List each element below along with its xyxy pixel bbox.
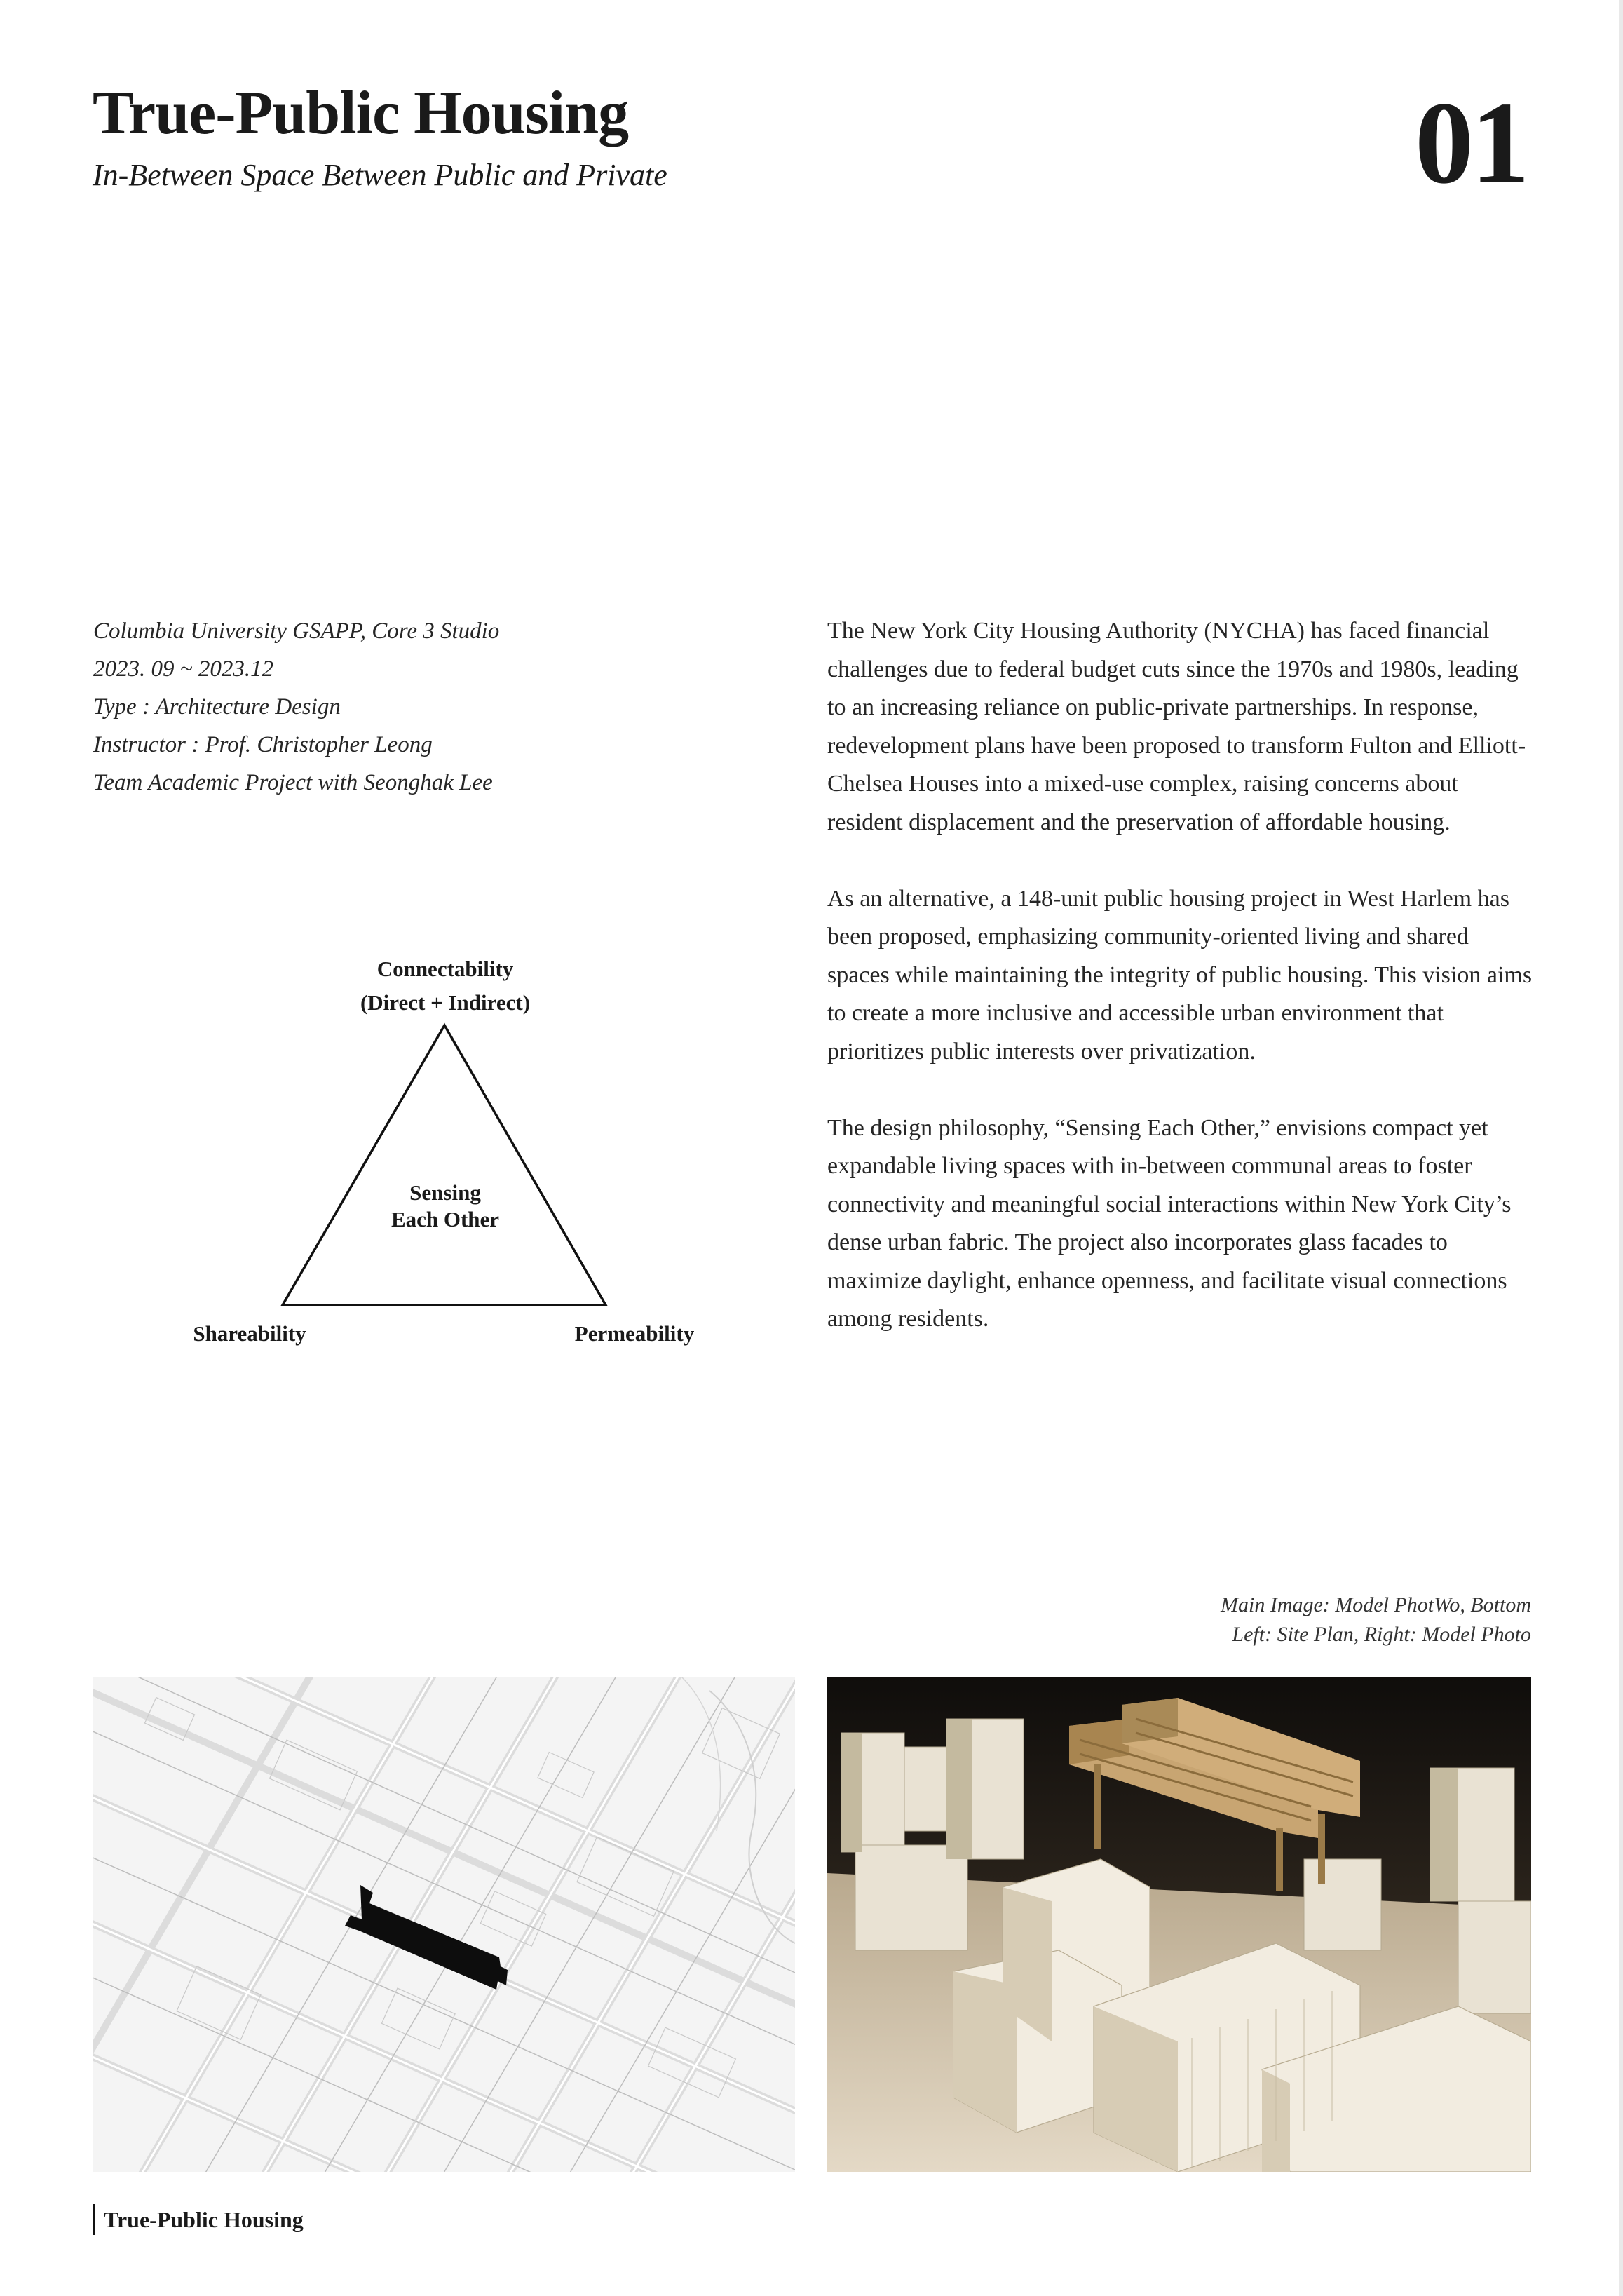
project-info-instructor: Instructor : Prof. Christopher Leong: [93, 732, 433, 757]
model-photo-image: [827, 1677, 1531, 2172]
description-paragraph-2: As an alternative, a 148-unit public housing project in West Harlem has been proposed, emphasizing community-oriented living and shared spaces while maintaining the integrity of public housing. This vision aims to create a more inclusive and accessible urban environment that prioritizes public interests over privatization.: [827, 885, 1533, 1065]
diagram-center-label: [330, 1180, 561, 1233]
site-plan-image: [93, 1677, 795, 2172]
diagram-center-label-line1: Sensing: [409, 1180, 481, 1205]
diagram-center-label-line2: Each Other: [391, 1207, 500, 1231]
page-title: True-Public Housing: [93, 79, 629, 147]
description-paragraph-1: The New York City Housing Authority (NYCHA) has faced financial challenges due to federal budget cuts since the 1970s and 1980s, leading to an increasing reliance on public-private partnerships. In response, redevelopment plans have been proposed to transform Fulton and Elliott-Chelsea Houses into a mixed-use complex, raising concerns about resident displacement and the preservation of affordable housing.: [827, 618, 1526, 835]
project-info-dates: 2023. 09 ~ 2023.12: [93, 656, 274, 682]
project-info-team: Team Academic Project with Seonghak Lee: [93, 770, 493, 795]
image-caption: [1221, 1591, 1531, 1649]
project-info: [93, 612, 499, 802]
project-info-type: Type : Architecture Design: [93, 694, 341, 720]
model-photo-drawing: [827, 1677, 1531, 2172]
caption-line-2: Left: Site Plan, Right: Model Photo: [1232, 1623, 1531, 1646]
diagram-top-label-line2: (Direct + Indirect): [360, 990, 531, 1015]
concept-triangle-diagram: [0, 926, 785, 1360]
page-edge-shadow: [1619, 0, 1623, 2296]
project-description: [827, 612, 1535, 1377]
page-subtitle: In-Between Space Between Public and Private: [93, 158, 667, 192]
site-plan-drawing: [93, 1677, 795, 2172]
page-number: 01: [1415, 78, 1527, 208]
footer-project-label: True-Public Housing: [93, 2204, 304, 2235]
project-info-school: Columbia University GSAPP, Core 3 Studio: [93, 619, 500, 644]
diagram-top-label-line1: Connectability: [376, 957, 514, 981]
diagram-left-label: Shareability: [193, 1321, 306, 1346]
description-paragraph-3: The design philosophy, “Sensing Each Other,” envisions compact yet expandable living spaces with in-between communal areas to foster connectivity and meaningful social interactions within New York City’s dense urban fabric. The project also incorporates glass facades to maximize daylight, enhance openness, and facilitate visual connections among residents.: [827, 1114, 1512, 1332]
diagram-right-label: Permeability: [574, 1321, 695, 1346]
caption-line-1: Main Image: Model PhotWo, Bottom: [1221, 1593, 1531, 1616]
diagram-top-label: [315, 952, 575, 1020]
